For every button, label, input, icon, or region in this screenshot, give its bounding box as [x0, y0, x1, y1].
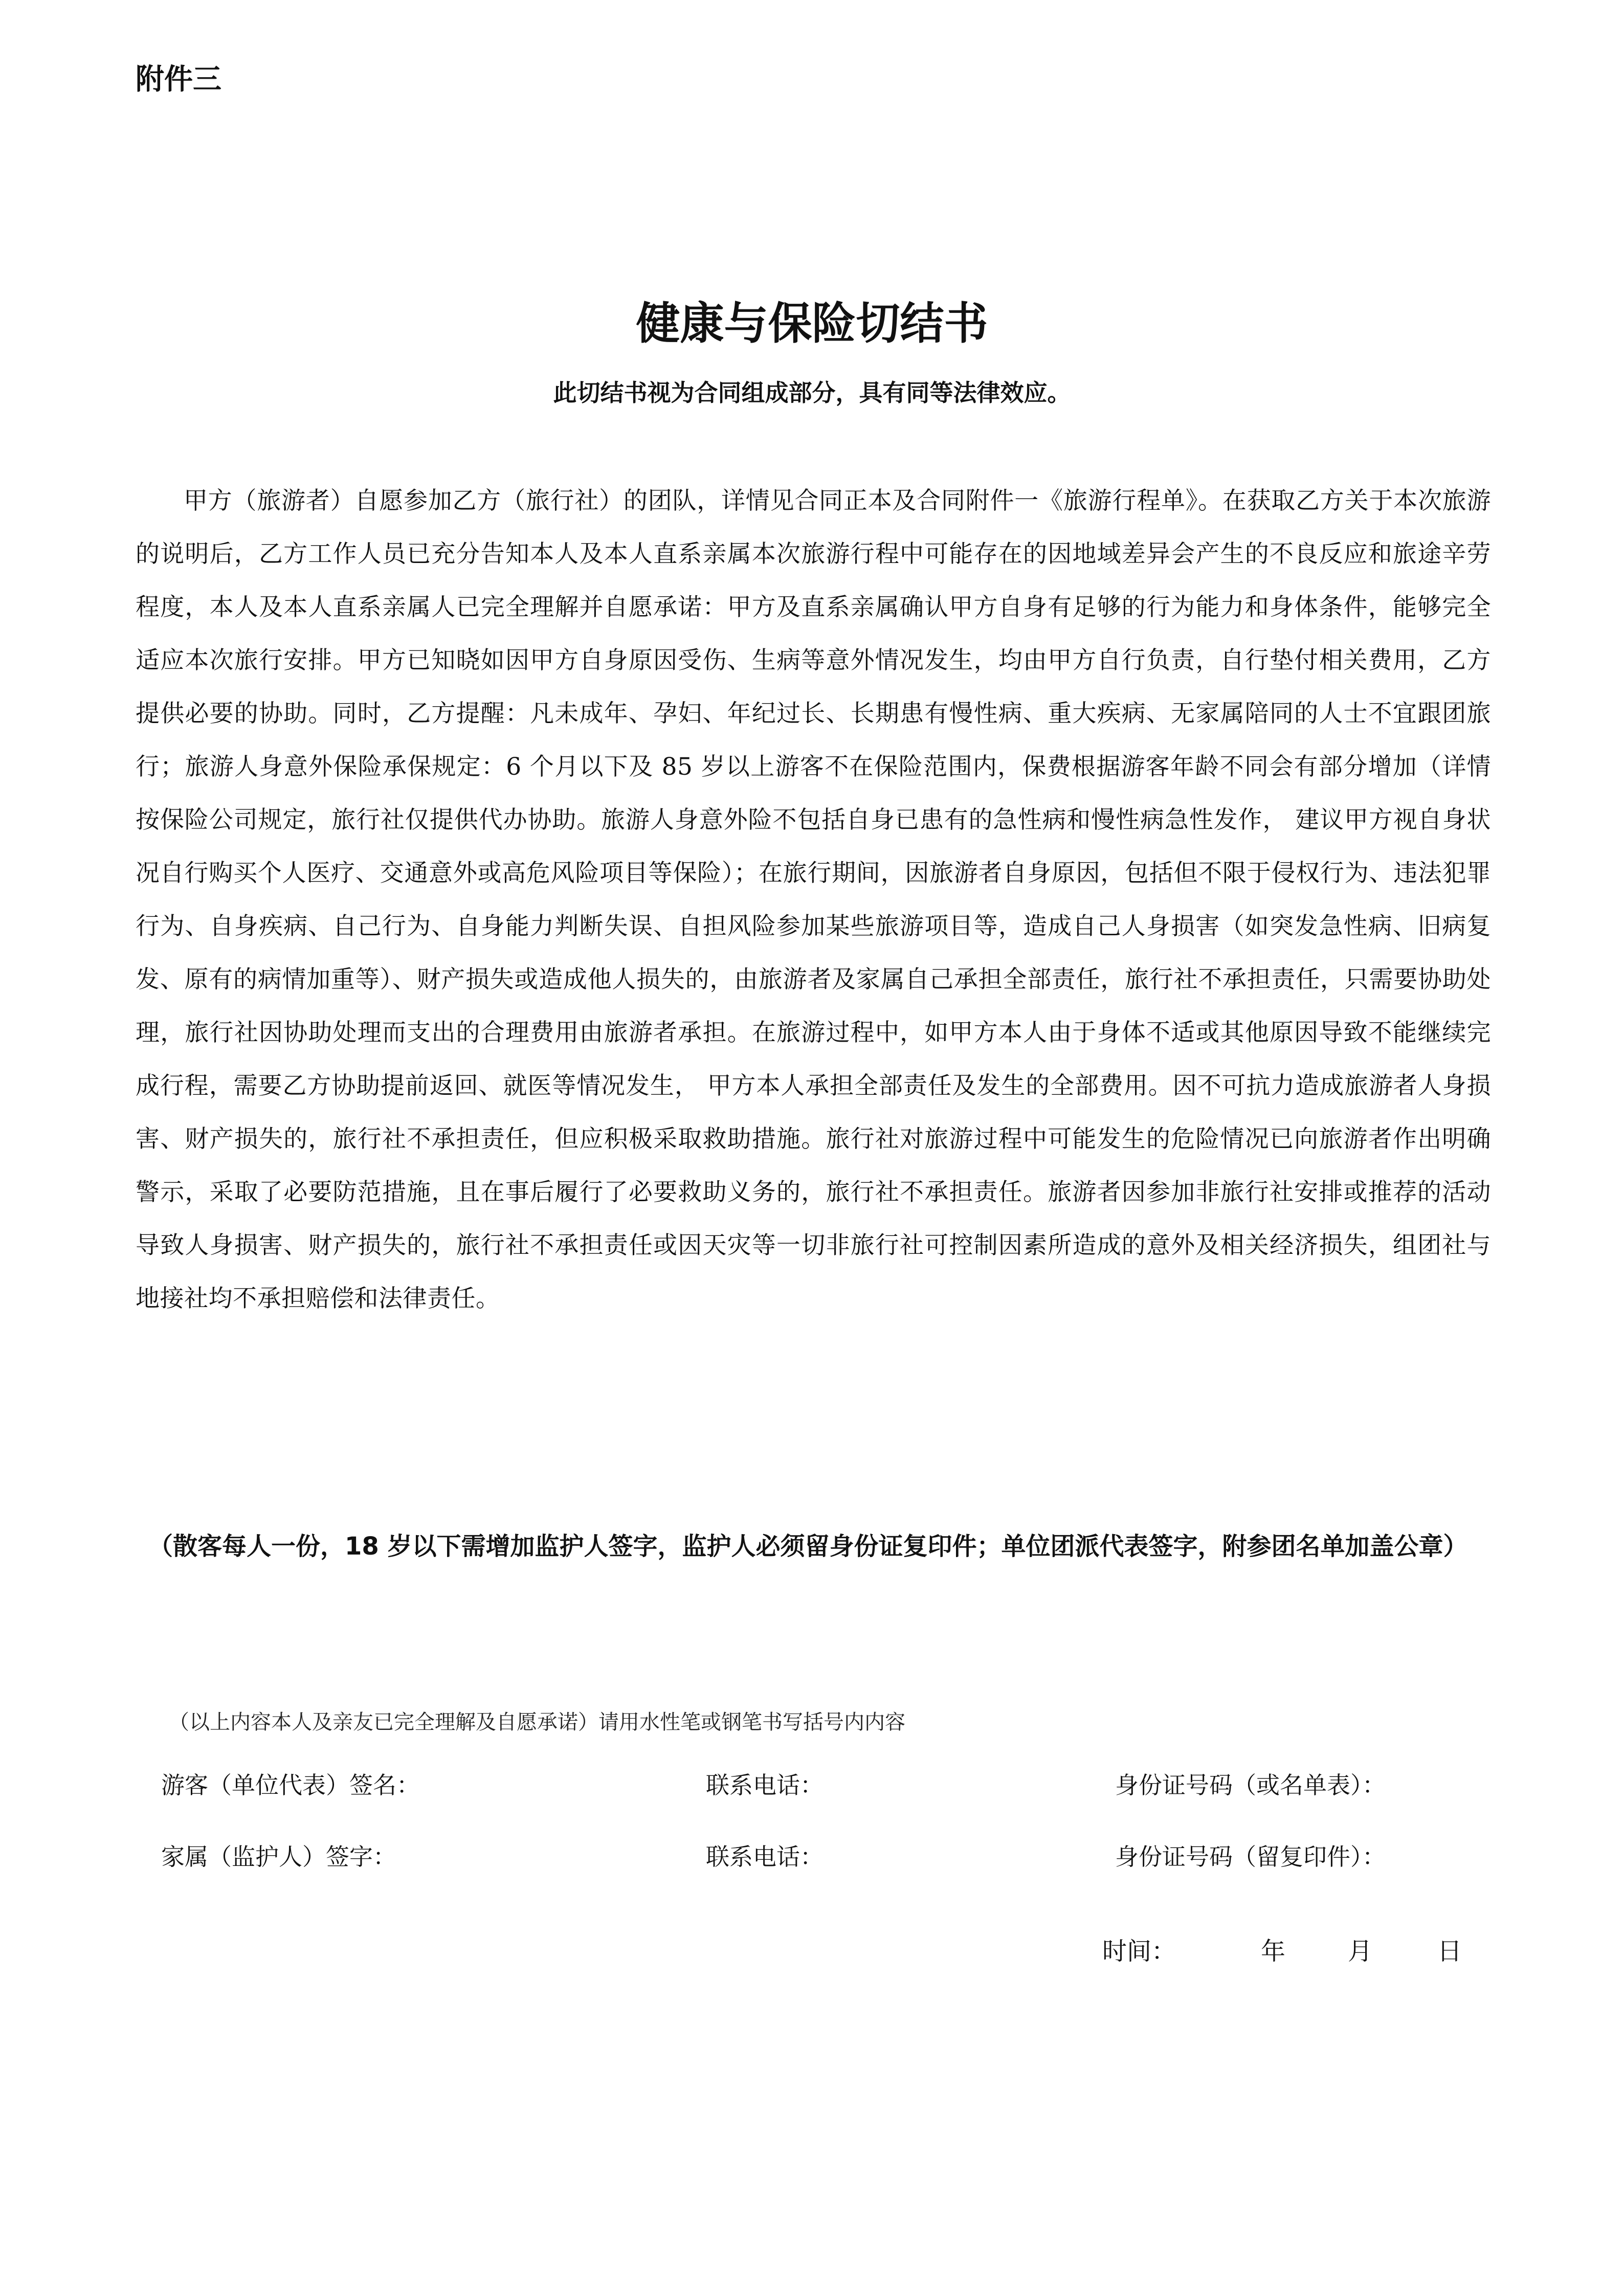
tourist-signature-label: 游客（单位代表）签名： — [161, 1771, 420, 1799]
date-time-label: 时间： — [1102, 1937, 1176, 1966]
date-month-label: 月 — [1348, 1937, 1373, 1966]
guardian-phone-label: 联系电话： — [706, 1843, 824, 1871]
tourist-phone-label: 联系电话： — [706, 1771, 824, 1799]
date-day-label: 日 — [1437, 1937, 1462, 1966]
guardian-id-label: 身份证号码（留复印件）： — [1115, 1843, 1386, 1871]
tourist-id-label: 身份证号码（或名单表）： — [1115, 1771, 1386, 1799]
document-title: 健康与保险切结书 — [636, 298, 988, 349]
date-year-label: 年 — [1261, 1937, 1286, 1966]
document-subtitle: 此切结书视为合同组成部分，具有同等法律效应。 — [553, 379, 1071, 407]
commitment-statement: （以上内容本人及亲友已完全理解及自愿承诺）请用水性笔或钢笔书写括号内内容 — [169, 1710, 905, 1734]
guardian-signature-row — [0, 1845, 1624, 1876]
guardian-signature-label: 家属（监护人）签字： — [161, 1843, 396, 1871]
attachment-label: 附件三 — [136, 63, 221, 96]
agreement-body-paragraph: 甲方（旅游者）自愿参加乙方（旅行社）的团队，详情见合同正本及合同附件一《旅游行程单》。在获取乙方关于本次旅游的说明后，乙方工作人员已充分告知本人及本人直系亲属本次旅游行程中可能存在的因地域差异会产生的不良反应和旅途辛劳程度，本人及本人直系亲属人已完全理解并自愿承诺：甲方及直系亲属确认甲方自身有足够的行为能力和身体条件，能够完全适应本次旅行安排。甲方已知晓如因甲方自身原因受伤、生病等意外情况发生，均由甲方自行负责，自行垫付相关费用，乙方提供必要的协助。同时，乙方提醒：凡未成年、孕妇、年纪过长、长期患有慢性病、重大疾病、无家属陪同的人士不宜跟团旅行；旅游人身意外保险承保规定：6 个月以下及 85 岁以上游客不在保险范围内，保费根据游客年龄不同会有部分增加（详情按保险公司规定，旅行社仅提供代办协助。旅游人身意外险不包括自身已患有的急性病和慢性病急性发作， 建议甲方视自身状况自行购买个人医疗、交通意外或高危风险项目等保险）；在旅行期间，因旅游者自身原因，包括但不限于侵权行为、违法犯罪行为、自身疾病、自己行为、自身能力判断失误、自担风险参加某些旅游项目等，造成自己人身损害（如突发急性病、旧病复发、原有的病情加重等）、财产损失或造成他人损失的，由旅游者及家属自己承担全部责任，旅行社不承担责任，只需要协助处理，旅行社因协助处理而支出的合理费用由旅游者承担。在旅游过程中，如甲方本人由于身体不适或其他原因导致不能继续完成行程，需要乙方协助提前返回、就医等情况发生， 甲方本人承担全部责任及发生的全部费用。因不可抗力造成旅游者人身损害、财产损失的，旅行社不承担责任，但应积极采取救助措施。旅行社对旅游过程中可能发生的危险情况已向旅游者作出明确警示，采取了必要防范措施，且在事后履行了必要救助义务的，旅行社不承担责任。旅游者因参加非旅行社安排或推荐的活动导致人身损害、财产损失的，旅行社不承担责任或因天灾等一切非旅行社可控制因素所造成的意外及相关经济损失，组团社与地接社均不承担赔偿和法律责任。 — [136, 487, 1491, 1313]
tourist-signature-row — [0, 1773, 1624, 1804]
signing-instructions-note: （散客每人一份，18 岁以下需增加监护人签字，监护人必须留身份证复印件；单位团派代表签字，附参团名单加盖公章） — [148, 1532, 1468, 1561]
date-line — [0, 1939, 1624, 1970]
